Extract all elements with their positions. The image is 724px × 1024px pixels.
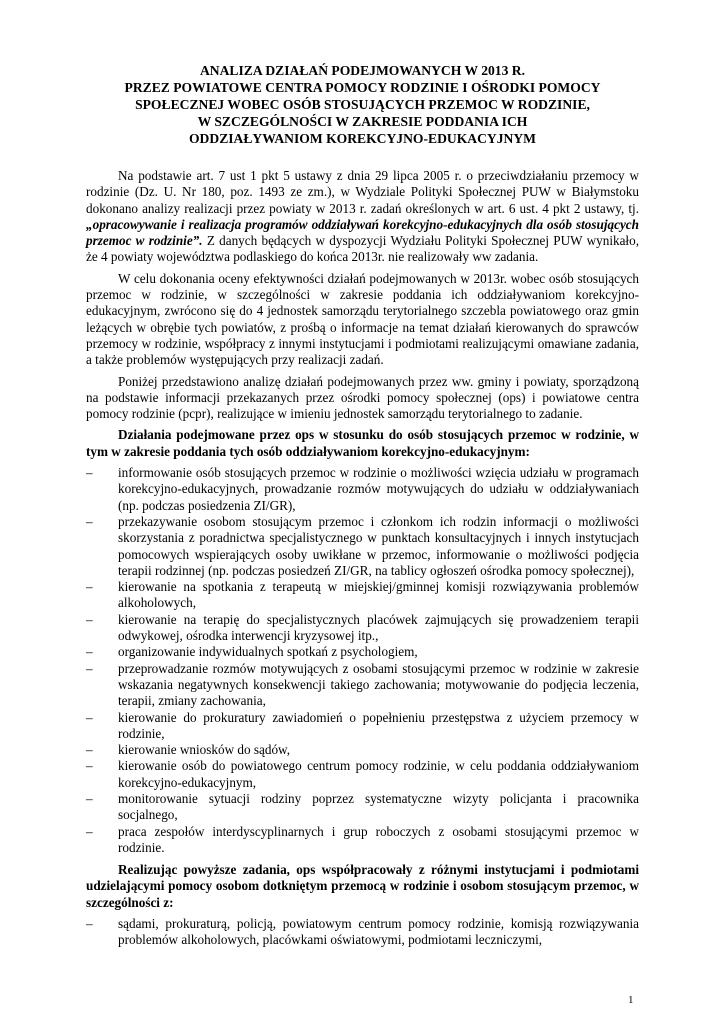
list-item bbox=[86, 758, 639, 791]
list-item-text: sądami, prokuraturą, policją, powiatowym centrum pomocy rodzinie, komisją rozwiązywania problemów alkoholowych, placówkami oświatowymi, podmiotami leczniczymi, bbox=[118, 916, 639, 948]
page-number: 1 bbox=[628, 994, 634, 1006]
title-line: ODDZIAŁYWANIOM KOREKCYJNO-EDUKACYJNYM bbox=[188, 131, 537, 146]
list-item bbox=[86, 579, 639, 612]
title-line: ANALIZA DZIAŁAŃ PODEJMOWANYCH W 2013 R. bbox=[199, 63, 526, 78]
title-line: PRZEZ POWIATOWE CENTRA POMOCY RODZINIE I OŚRODKI POMOCY bbox=[124, 80, 601, 95]
list-item-text: organizowanie indywidualnych spotkań z psychologiem, bbox=[118, 644, 418, 660]
method-paragraph: Poniżej przedstawiono analizę działań podejmowanych przez ww. gminy i powiaty, sporządzoną na podstawie informacji przekazanych przez ośrodki pomocy społecznej (ops) i powiatowe centra pomocy rodzinie (pcpr), realizujące w imieniu jednostek samorządu terytorialnego to zadanie. bbox=[86, 373, 639, 422]
list-item-text: przeprowadzanie rozmów motywujących z osobami stosującymi przemoc w rodzinie w zakresie wskazania negatywnych konsekwencji takiego zachowania; motywowanie do podjęcia leczenia, terapii, zmiany zachowania, bbox=[118, 660, 639, 709]
list-item bbox=[86, 742, 639, 758]
list-item bbox=[86, 824, 639, 857]
list-item bbox=[86, 465, 639, 514]
list-item bbox=[86, 791, 639, 824]
intro-text-continued: Z danych będących w dyspozycji Wydziału Polityki Społecznej PUW wynikało, że 4 powiaty województwa podlaskiego do końca 2013r. nie realizowały ww zadania. bbox=[86, 233, 639, 265]
list-item-text: praca zespołów interdyscyplinarnych i grup roboczych z osobami stosującymi przemoc w rodzinie. bbox=[118, 823, 639, 855]
list-item bbox=[86, 661, 639, 710]
list-item-text: monitorowanie sytuacji rodziny poprzez systematyczne wizyty policjanta i pracownika socjalnego, bbox=[118, 790, 639, 823]
dash-bullet: – bbox=[86, 611, 93, 627]
dash-bullet: – bbox=[86, 916, 93, 932]
quoted-task: „opracowywanie i realizacja programów oddziaływań korekcyjno-edukacyjnych dla osób stosujących przemoc w rodzinie”. bbox=[86, 216, 639, 249]
title-line: SPOŁECZNEJ WOBEC OSÓB STOSUJĄCYCH PRZEMOC W RODZINIE, bbox=[135, 97, 590, 112]
cooperation-list bbox=[86, 916, 639, 949]
document-title bbox=[86, 62, 639, 147]
section-heading-cooperation: Realizując powyższe zadania, ops współpracowały z różnymi instytucjami i podmiotami udzielającymi pomocy osobom dotkniętym przemocą w rodzinie i osobom stosującym przemoc, w szczególności z: bbox=[86, 862, 639, 910]
list-item bbox=[86, 644, 639, 660]
list-item bbox=[86, 514, 639, 579]
list-item-text: kierowanie na terapię do specjalistycznych placówek zajmujących się prowadzeniem terapii odwykowej, ośrodka interwencji kryzysowej itp., bbox=[118, 611, 639, 644]
list-item bbox=[86, 916, 639, 949]
scope-paragraph: W celu dokonania oceny efektywności działań podejmowanych w 2013r. wobec osób stosujących przemoc w rodzinie, w szczególności w zakresie poddania ich oddziaływaniom korekcyjno-edukacyjnym, zwrócono się do 4 jednostek samorządu terytorialnego szczebla powiatowego oraz gmin leżących w obrębie tych powiatów, z prośbą o informacje na temat działań kierowanych do sprawców przemocy w rodzinie, współpracy z innymi instytucjami i podmiotami realizującymi omawiane zadania, a także problemów występujących przy realizacji zadań. bbox=[86, 270, 639, 368]
dash-bullet: – bbox=[86, 742, 93, 758]
dash-bullet: – bbox=[86, 644, 93, 660]
title-line: W SZCZEGÓLNOŚCI W ZAKRESIE PODDANIA ICH bbox=[197, 114, 528, 129]
list-item bbox=[86, 710, 639, 743]
list-item-text: kierowanie na spotkania z terapeutą w miejskiej/gminnej komisji rozwiązywania problemów alkoholowych, bbox=[118, 579, 639, 611]
intro-text: Na podstawie art. 7 ust 1 pkt 5 ustawy z dnia 29 lipca 2005 r. o przeciwdziałaniu przemocy w rodzinie (Dz. U. Nr 180, poz. 1493 ze zm.), w Wydziale Polityki Społecznej PUW w Białymstoku dokonano analizy realizacji przez powiaty w 2013 r. zadań określonych w art. 6 ust. 4 pkt 2 ustawy, tj. bbox=[86, 168, 639, 216]
list-item bbox=[86, 612, 639, 645]
dash-bullet: – bbox=[86, 790, 93, 806]
dash-bullet: – bbox=[86, 709, 93, 725]
document-body bbox=[86, 168, 639, 955]
section-heading-actions: Działania podejmowane przez ops w stosunku do osób stosujących przemoc w rodzinie, w tym w zakresie poddania tych osób oddziaływaniom korekcyjno-edukacyjnym: bbox=[86, 427, 639, 459]
dash-bullet: – bbox=[86, 513, 93, 529]
actions-list bbox=[86, 465, 639, 856]
list-item-text: kierowanie osób do powiatowego centrum pomocy rodzinie, w celu poddania oddziaływaniom korekcyjno-edukacyjnym, bbox=[118, 758, 639, 790]
dash-bullet: – bbox=[86, 758, 93, 774]
intro-paragraph bbox=[86, 168, 639, 266]
list-item-text: przekazywanie osobom stosującym przemoc i członkom ich rodzin informacji o możliwości skorzystania z poradnictwa specjalistycznego w punktach konsultacyjnych i innych instytucjach pomocowych wspierających osoby uwikłane w przemoc, informowanie o możliwości podjęcia terapii rodzinnej (np. podczas posiedzeń ZI/GR, na tablicy ogłoszeń ośrodka pomocy społecznej), bbox=[118, 513, 639, 578]
dash-bullet: – bbox=[86, 579, 93, 595]
list-item-text: kierowanie do prokuratury zawiadomień o popełnieniu przestępstwa z użyciem przemocy w rodzinie, bbox=[118, 709, 639, 741]
dash-bullet: – bbox=[86, 660, 93, 676]
list-item-text: kierowanie wniosków do sądów, bbox=[118, 742, 291, 758]
list-item-text: informowanie osób stosujących przemoc w rodzinie o możliwości wzięcia udziału w programach korekcyjno-edukacyjnych, prowadzanie rozmów motywujących do udziału w oddziaływaniach (np. podczas posiedzenia ZI/GR), bbox=[118, 465, 639, 513]
dash-bullet: – bbox=[86, 823, 93, 839]
dash-bullet: – bbox=[86, 465, 93, 481]
